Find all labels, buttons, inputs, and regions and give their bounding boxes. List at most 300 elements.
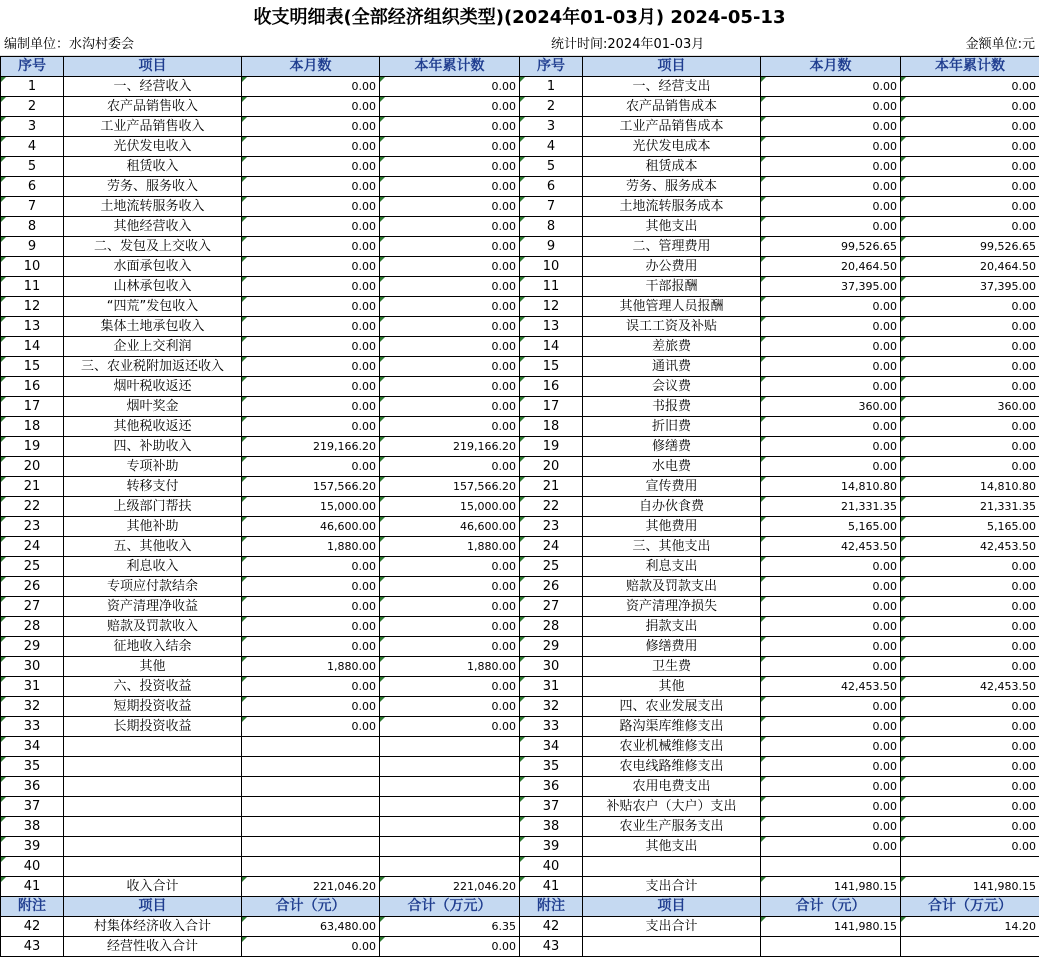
- income-seq-cell: 24: [1, 537, 64, 557]
- income-ytd-amount-cell: 221,046.20: [380, 877, 520, 897]
- table-row: [1, 717, 1039, 737]
- income-ytd-amount-cell: 0.00: [380, 257, 520, 277]
- income-ytd-amount-cell: 0.00: [380, 677, 520, 697]
- expense-item-cell: 干部报酬: [583, 277, 761, 297]
- expense-ytd-amount-cell: 0.00: [901, 197, 1039, 217]
- income-ytd-amount-cell: 0.00: [380, 97, 520, 117]
- expense-item-cell: 工业产品销售成本: [583, 117, 761, 137]
- expense-ytd-amount-cell: 21,331.35: [901, 497, 1039, 517]
- header-income-ytd-amount-cell: 本年累计数: [380, 57, 520, 77]
- footnote-row: [1, 937, 1039, 957]
- income-item-cell: 山林承包收入: [64, 277, 242, 297]
- income-seq-cell: 32: [1, 697, 64, 717]
- income-ytd-amount-cell: 1,880.00: [380, 657, 520, 677]
- income-ytd-amount-cell: [380, 817, 520, 837]
- expense-ytd-amount-cell: 5,165.00: [901, 517, 1039, 537]
- expense-month-amount-cell: 0.00: [761, 77, 901, 97]
- expense-item-cell: 通讯费: [583, 357, 761, 377]
- income-seq-cell: 23: [1, 517, 64, 537]
- income-seq-cell: 1: [1, 77, 64, 97]
- expense-item-cell: 利息支出: [583, 557, 761, 577]
- expense-month-amount-cell: 0.00: [761, 797, 901, 817]
- expense-month-amount-cell: 0.00: [761, 337, 901, 357]
- expense-ytd-amount-cell: 0.00: [901, 757, 1039, 777]
- expense-month-amount-cell: 0.00: [761, 157, 901, 177]
- expense-seq-cell: 15: [520, 357, 583, 377]
- expense-seq-cell: 30: [520, 657, 583, 677]
- income-month-amount-cell: [242, 857, 380, 877]
- table-row: [1, 77, 1039, 97]
- expense-item-cell: 农业生产服务支出: [583, 817, 761, 837]
- income-item-cell: 其他税收返还: [64, 417, 242, 437]
- table-row: [1, 597, 1039, 617]
- income-ytd-amount-cell: [380, 737, 520, 757]
- reporting-unit: 编制单位：水沟村委会: [4, 37, 135, 52]
- expense-item-cell: 其他费用: [583, 517, 761, 537]
- table-row: [1, 97, 1039, 117]
- header-expense-item-cell: 项目: [583, 897, 761, 917]
- income-seq-cell: 17: [1, 397, 64, 417]
- income-seq-cell: 13: [1, 317, 64, 337]
- expense-ytd-amount-cell: 0.00: [901, 777, 1039, 797]
- expense-item-cell: 土地流转服务成本: [583, 197, 761, 217]
- income-seq-cell: 20: [1, 457, 64, 477]
- income-item-cell: 收入合计: [64, 877, 242, 897]
- expense-month-amount-cell: 0.00: [761, 437, 901, 457]
- income-month-amount-cell: 0.00: [242, 717, 380, 737]
- income-month-amount-cell: 15,000.00: [242, 497, 380, 517]
- expense-item-cell: 资产清理净损失: [583, 597, 761, 617]
- income-ytd-amount-cell: 0.00: [380, 577, 520, 597]
- expense-month-amount-cell: [761, 857, 901, 877]
- income-month-amount-cell: 0.00: [242, 677, 380, 697]
- expense-item-cell: 其他支出: [583, 837, 761, 857]
- expense-item-cell: 办公费用: [583, 257, 761, 277]
- expense-seq-cell: 8: [520, 217, 583, 237]
- income-month-amount-cell: [242, 777, 380, 797]
- table-row: [1, 557, 1039, 577]
- income-item-cell: 企业上交利润: [64, 337, 242, 357]
- expense-seq-cell: 5: [520, 157, 583, 177]
- income-seq-cell: 42: [1, 917, 64, 937]
- income-month-amount-cell: 0.00: [242, 197, 380, 217]
- income-item-cell: 其他经营收入: [64, 217, 242, 237]
- table-row: [1, 457, 1039, 477]
- expense-ytd-amount-cell: [901, 937, 1039, 957]
- income-ytd-amount-cell: 0.00: [380, 457, 520, 477]
- income-seq-cell: 16: [1, 377, 64, 397]
- income-item-cell: 资产清理净收益: [64, 597, 242, 617]
- income-ytd-amount-cell: 0.00: [380, 177, 520, 197]
- income-month-amount-cell: 0.00: [242, 317, 380, 337]
- income-month-amount-cell: 0.00: [242, 937, 380, 957]
- income-seq-cell: 40: [1, 857, 64, 877]
- expense-item-cell: 其他管理人员报酬: [583, 297, 761, 317]
- income-item-cell: 光伏发电收入: [64, 137, 242, 157]
- expense-month-amount-cell: 0.00: [761, 97, 901, 117]
- expense-month-amount-cell: 0.00: [761, 717, 901, 737]
- header-expense-seq-cell: 附注: [520, 897, 583, 917]
- table-row: [1, 637, 1039, 657]
- expense-ytd-amount-cell: 0.00: [901, 697, 1039, 717]
- income-month-amount-cell: 0.00: [242, 357, 380, 377]
- income-seq-cell: 2: [1, 97, 64, 117]
- income-seq-cell: 22: [1, 497, 64, 517]
- expense-ytd-amount-cell: 0.00: [901, 737, 1039, 757]
- income-ytd-amount-cell: 0.00: [380, 937, 520, 957]
- expense-seq-cell: 33: [520, 717, 583, 737]
- table-row: [1, 757, 1039, 777]
- table-row: [1, 217, 1039, 237]
- income-item-cell: 征地收入结余: [64, 637, 242, 657]
- income-seq-cell: 31: [1, 677, 64, 697]
- income-item-cell: 六、投资收益: [64, 677, 242, 697]
- expense-seq-cell: 3: [520, 117, 583, 137]
- income-month-amount-cell: 0.00: [242, 697, 380, 717]
- expense-ytd-amount-cell: 0.00: [901, 317, 1039, 337]
- expense-item-cell: 光伏发电成本: [583, 137, 761, 157]
- table-row: [1, 877, 1039, 897]
- report-title: 收支明细表(全部经济组织类型)(2024年01-03月) 2024-05-13: [253, 7, 786, 28]
- income-item-cell: 劳务、服务收入: [64, 177, 242, 197]
- table-row: [1, 697, 1039, 717]
- expense-seq-cell: 42: [520, 917, 583, 937]
- income-seq-cell: 3: [1, 117, 64, 137]
- income-item-cell: 利息收入: [64, 557, 242, 577]
- expense-seq-cell: 17: [520, 397, 583, 417]
- income-ytd-amount-cell: 0.00: [380, 697, 520, 717]
- income-ytd-amount-cell: 0.00: [380, 117, 520, 137]
- income-item-cell: 工业产品销售收入: [64, 117, 242, 137]
- income-item-cell: 专项补助: [64, 457, 242, 477]
- income-item-cell: 集体土地承包收入: [64, 317, 242, 337]
- expense-seq-cell: 13: [520, 317, 583, 337]
- expense-ytd-amount-cell: 0.00: [901, 157, 1039, 177]
- expense-ytd-amount-cell: 141,980.15: [901, 877, 1039, 897]
- income-month-amount-cell: [242, 737, 380, 757]
- expense-item-cell: 路沟渠库维修支出: [583, 717, 761, 737]
- income-ytd-amount-cell: 0.00: [380, 417, 520, 437]
- expense-item-cell: 二、管理费用: [583, 237, 761, 257]
- expense-ytd-amount-cell: 0.00: [901, 637, 1039, 657]
- expense-ytd-amount-cell: 0.00: [901, 577, 1039, 597]
- table-row: [1, 837, 1039, 857]
- table-row: [1, 177, 1039, 197]
- expense-month-amount-cell: 0.00: [761, 117, 901, 137]
- expense-seq-cell: 36: [520, 777, 583, 797]
- footnote-row: [1, 917, 1039, 937]
- expense-ytd-amount-cell: 0.00: [901, 657, 1039, 677]
- expense-month-amount-cell: 0.00: [761, 357, 901, 377]
- table-row: [1, 437, 1039, 457]
- expense-seq-cell: 28: [520, 617, 583, 637]
- expense-item-cell: 误工工资及补贴: [583, 317, 761, 337]
- income-ytd-amount-cell: 0.00: [380, 717, 520, 737]
- expense-item-cell: 三、其他支出: [583, 537, 761, 557]
- table-row: [1, 477, 1039, 497]
- expense-month-amount-cell: 0.00: [761, 197, 901, 217]
- income-seq-cell: 34: [1, 737, 64, 757]
- expense-item-cell: 其他: [583, 677, 761, 697]
- income-month-amount-cell: 0.00: [242, 617, 380, 637]
- income-ytd-amount-cell: 219,166.20: [380, 437, 520, 457]
- expense-ytd-amount-cell: 42,453.50: [901, 537, 1039, 557]
- expense-month-amount-cell: 0.00: [761, 557, 901, 577]
- expense-seq-cell: 20: [520, 457, 583, 477]
- income-month-amount-cell: 219,166.20: [242, 437, 380, 457]
- income-seq-cell: 18: [1, 417, 64, 437]
- income-item-cell: 租赁收入: [64, 157, 242, 177]
- expense-item-cell: [583, 937, 761, 957]
- income-ytd-amount-cell: 0.00: [380, 377, 520, 397]
- expense-month-amount-cell: 0.00: [761, 837, 901, 857]
- income-seq-cell: 33: [1, 717, 64, 737]
- expense-month-amount-cell: 141,980.15: [761, 917, 901, 937]
- income-item-cell: 专项应付款结余: [64, 577, 242, 597]
- expense-ytd-amount-cell: 0.00: [901, 717, 1039, 737]
- expense-month-amount-cell: 0.00: [761, 457, 901, 477]
- table-row: [1, 117, 1039, 137]
- expense-seq-cell: 1: [520, 77, 583, 97]
- income-seq-cell: 27: [1, 597, 64, 617]
- expense-ytd-amount-cell: [901, 857, 1039, 877]
- expense-ytd-amount-cell: 14.20: [901, 917, 1039, 937]
- expense-month-amount-cell: 20,464.50: [761, 257, 901, 277]
- expense-seq-cell: 35: [520, 757, 583, 777]
- income-seq-cell: 6: [1, 177, 64, 197]
- table-row: [1, 297, 1039, 317]
- income-seq-cell: 14: [1, 337, 64, 357]
- expense-item-cell: 补贴农户（大户）支出: [583, 797, 761, 817]
- expense-ytd-amount-cell: 0.00: [901, 837, 1039, 857]
- income-month-amount-cell: 0.00: [242, 217, 380, 237]
- income-seq-cell: 29: [1, 637, 64, 657]
- income-item-cell: 一、经营收入: [64, 77, 242, 97]
- expense-seq-cell: 25: [520, 557, 583, 577]
- income-item-cell: 经营性收入合计: [64, 937, 242, 957]
- income-item-cell: 其他: [64, 657, 242, 677]
- table-row: [1, 237, 1039, 257]
- expense-ytd-amount-cell: 20,464.50: [901, 257, 1039, 277]
- income-ytd-amount-cell: 0.00: [380, 197, 520, 217]
- income-item-cell: 五、其他收入: [64, 537, 242, 557]
- expense-seq-cell: 40: [520, 857, 583, 877]
- expense-ytd-amount-cell: 0.00: [901, 117, 1039, 137]
- table-row: [1, 537, 1039, 557]
- expense-item-cell: 其他支出: [583, 217, 761, 237]
- income-month-amount-cell: [242, 757, 380, 777]
- income-seq-cell: 11: [1, 277, 64, 297]
- income-month-amount-cell: [242, 797, 380, 817]
- table-row: [1, 517, 1039, 537]
- expense-month-amount-cell: 14,810.80: [761, 477, 901, 497]
- table-row: [1, 417, 1039, 437]
- expense-month-amount-cell: 0.00: [761, 317, 901, 337]
- expense-ytd-amount-cell: 0.00: [901, 617, 1039, 637]
- income-seq-cell: 35: [1, 757, 64, 777]
- table-row: [1, 137, 1039, 157]
- expense-month-amount-cell: 0.00: [761, 137, 901, 157]
- expense-month-amount-cell: 0.00: [761, 577, 901, 597]
- income-month-amount-cell: 0.00: [242, 457, 380, 477]
- income-month-amount-cell: 0.00: [242, 277, 380, 297]
- header-income-month-amount-cell: 合计（元）: [242, 897, 380, 917]
- expense-month-amount-cell: 0.00: [761, 597, 901, 617]
- header-row: [1, 57, 1039, 77]
- expense-month-amount-cell: 0.00: [761, 757, 901, 777]
- expense-seq-cell: 26: [520, 577, 583, 597]
- expense-month-amount-cell: 0.00: [761, 697, 901, 717]
- income-ytd-amount-cell: 0.00: [380, 217, 520, 237]
- income-ytd-amount-cell: 6.35: [380, 917, 520, 937]
- income-ytd-amount-cell: 0.00: [380, 357, 520, 377]
- table-row: [1, 337, 1039, 357]
- table-row: [1, 157, 1039, 177]
- table-row: [1, 257, 1039, 277]
- income-seq-cell: 21: [1, 477, 64, 497]
- income-seq-cell: 37: [1, 797, 64, 817]
- expense-ytd-amount-cell: 0.00: [901, 137, 1039, 157]
- expense-month-amount-cell: 0.00: [761, 377, 901, 397]
- expense-seq-cell: 19: [520, 437, 583, 457]
- income-item-cell: [64, 837, 242, 857]
- table-row: [1, 277, 1039, 297]
- table-row: [1, 617, 1039, 637]
- income-seq-cell: 43: [1, 937, 64, 957]
- income-month-amount-cell: 1,880.00: [242, 537, 380, 557]
- expense-month-amount-cell: 0.00: [761, 177, 901, 197]
- expense-seq-cell: 9: [520, 237, 583, 257]
- income-ytd-amount-cell: 0.00: [380, 557, 520, 577]
- income-month-amount-cell: 0.00: [242, 77, 380, 97]
- expense-seq-cell: 11: [520, 277, 583, 297]
- income-month-amount-cell: 0.00: [242, 557, 380, 577]
- income-ytd-amount-cell: 15,000.00: [380, 497, 520, 517]
- income-month-amount-cell: 46,600.00: [242, 517, 380, 537]
- expense-seq-cell: 24: [520, 537, 583, 557]
- expense-item-cell: 农电线路维修支出: [583, 757, 761, 777]
- expense-month-amount-cell: 0.00: [761, 777, 901, 797]
- expense-seq-cell: 31: [520, 677, 583, 697]
- expense-month-amount-cell: 0.00: [761, 217, 901, 237]
- income-ytd-amount-cell: 0.00: [380, 597, 520, 617]
- income-month-amount-cell: 0.00: [242, 637, 380, 657]
- table-row: [1, 397, 1039, 417]
- income-ytd-amount-cell: 0.00: [380, 157, 520, 177]
- expense-seq-cell: 21: [520, 477, 583, 497]
- expense-item-cell: 捐款支出: [583, 617, 761, 637]
- income-ytd-amount-cell: 0.00: [380, 317, 520, 337]
- expense-seq-cell: 14: [520, 337, 583, 357]
- expense-ytd-amount-cell: 0.00: [901, 97, 1039, 117]
- income-expense-table: [0, 56, 1039, 957]
- income-month-amount-cell: 0.00: [242, 577, 380, 597]
- header-expense-month-amount-cell: 合计（元）: [761, 897, 901, 917]
- expense-item-cell: 农业机械维修支出: [583, 737, 761, 757]
- income-seq-cell: 15: [1, 357, 64, 377]
- expense-month-amount-cell: 0.00: [761, 617, 901, 637]
- income-month-amount-cell: 0.00: [242, 177, 380, 197]
- income-seq-cell: 30: [1, 657, 64, 677]
- expense-seq-cell: 4: [520, 137, 583, 157]
- expense-item-cell: 支出合计: [583, 877, 761, 897]
- expense-month-amount-cell: 42,453.50: [761, 537, 901, 557]
- expense-item-cell: 支出合计: [583, 917, 761, 937]
- table-row: [1, 657, 1039, 677]
- expense-item-cell: 劳务、服务成本: [583, 177, 761, 197]
- expense-month-amount-cell: 0.00: [761, 657, 901, 677]
- income-month-amount-cell: 0.00: [242, 297, 380, 317]
- expense-seq-cell: 34: [520, 737, 583, 757]
- income-month-amount-cell: 221,046.20: [242, 877, 380, 897]
- income-item-cell: 三、农业税附加返还收入: [64, 357, 242, 377]
- income-month-amount-cell: 0.00: [242, 117, 380, 137]
- header-income-seq-cell: 序号: [1, 57, 64, 77]
- table-row: [1, 577, 1039, 597]
- expense-item-cell: 农产品销售成本: [583, 97, 761, 117]
- expense-month-amount-cell: 0.00: [761, 817, 901, 837]
- income-month-amount-cell: 0.00: [242, 337, 380, 357]
- income-seq-cell: 19: [1, 437, 64, 457]
- income-seq-cell: 7: [1, 197, 64, 217]
- income-ytd-amount-cell: 46,600.00: [380, 517, 520, 537]
- income-ytd-amount-cell: 0.00: [380, 77, 520, 97]
- expense-seq-cell: 43: [520, 937, 583, 957]
- expense-seq-cell: 2: [520, 97, 583, 117]
- expense-ytd-amount-cell: 99,526.65: [901, 237, 1039, 257]
- expense-seq-cell: 39: [520, 837, 583, 857]
- header-income-month-amount-cell: 本月数: [242, 57, 380, 77]
- table-row: [1, 777, 1039, 797]
- income-item-cell: 上级部门帮扶: [64, 497, 242, 517]
- expense-ytd-amount-cell: 14,810.80: [901, 477, 1039, 497]
- income-item-cell: 土地流转服务收入: [64, 197, 242, 217]
- income-item-cell: 水面承包收入: [64, 257, 242, 277]
- income-item-cell: 烟叶奖金: [64, 397, 242, 417]
- header-expense-seq-cell: 序号: [520, 57, 583, 77]
- income-ytd-amount-cell: 0.00: [380, 337, 520, 357]
- expense-item-cell: 租赁成本: [583, 157, 761, 177]
- expense-ytd-amount-cell: 42,453.50: [901, 677, 1039, 697]
- income-item-cell: 烟叶税收返还: [64, 377, 242, 397]
- income-ytd-amount-cell: 0.00: [380, 617, 520, 637]
- expense-seq-cell: 7: [520, 197, 583, 217]
- expense-month-amount-cell: 99,526.65: [761, 237, 901, 257]
- income-ytd-amount-cell: 0.00: [380, 237, 520, 257]
- income-seq-cell: 10: [1, 257, 64, 277]
- income-item-cell: 赔款及罚款收入: [64, 617, 242, 637]
- table-row: [1, 197, 1039, 217]
- income-ytd-amount-cell: 157,566.20: [380, 477, 520, 497]
- income-month-amount-cell: 0.00: [242, 97, 380, 117]
- expense-seq-cell: 16: [520, 377, 583, 397]
- expense-item-cell: [583, 857, 761, 877]
- income-month-amount-cell: 157,566.20: [242, 477, 380, 497]
- income-month-amount-cell: 0.00: [242, 137, 380, 157]
- income-seq-cell: 26: [1, 577, 64, 597]
- header-expense-ytd-amount-cell: 合计（万元）: [901, 897, 1039, 917]
- expense-item-cell: 会议费: [583, 377, 761, 397]
- income-item-cell: [64, 777, 242, 797]
- expense-item-cell: 水电费: [583, 457, 761, 477]
- header-expense-item-cell: 项目: [583, 57, 761, 77]
- income-item-cell: 短期投资收益: [64, 697, 242, 717]
- income-ytd-amount-cell: 0.00: [380, 137, 520, 157]
- income-ytd-amount-cell: [380, 757, 520, 777]
- header-income-ytd-amount-cell: 合计（万元）: [380, 897, 520, 917]
- income-item-cell: 二、发包及上交收入: [64, 237, 242, 257]
- expense-month-amount-cell: 42,453.50: [761, 677, 901, 697]
